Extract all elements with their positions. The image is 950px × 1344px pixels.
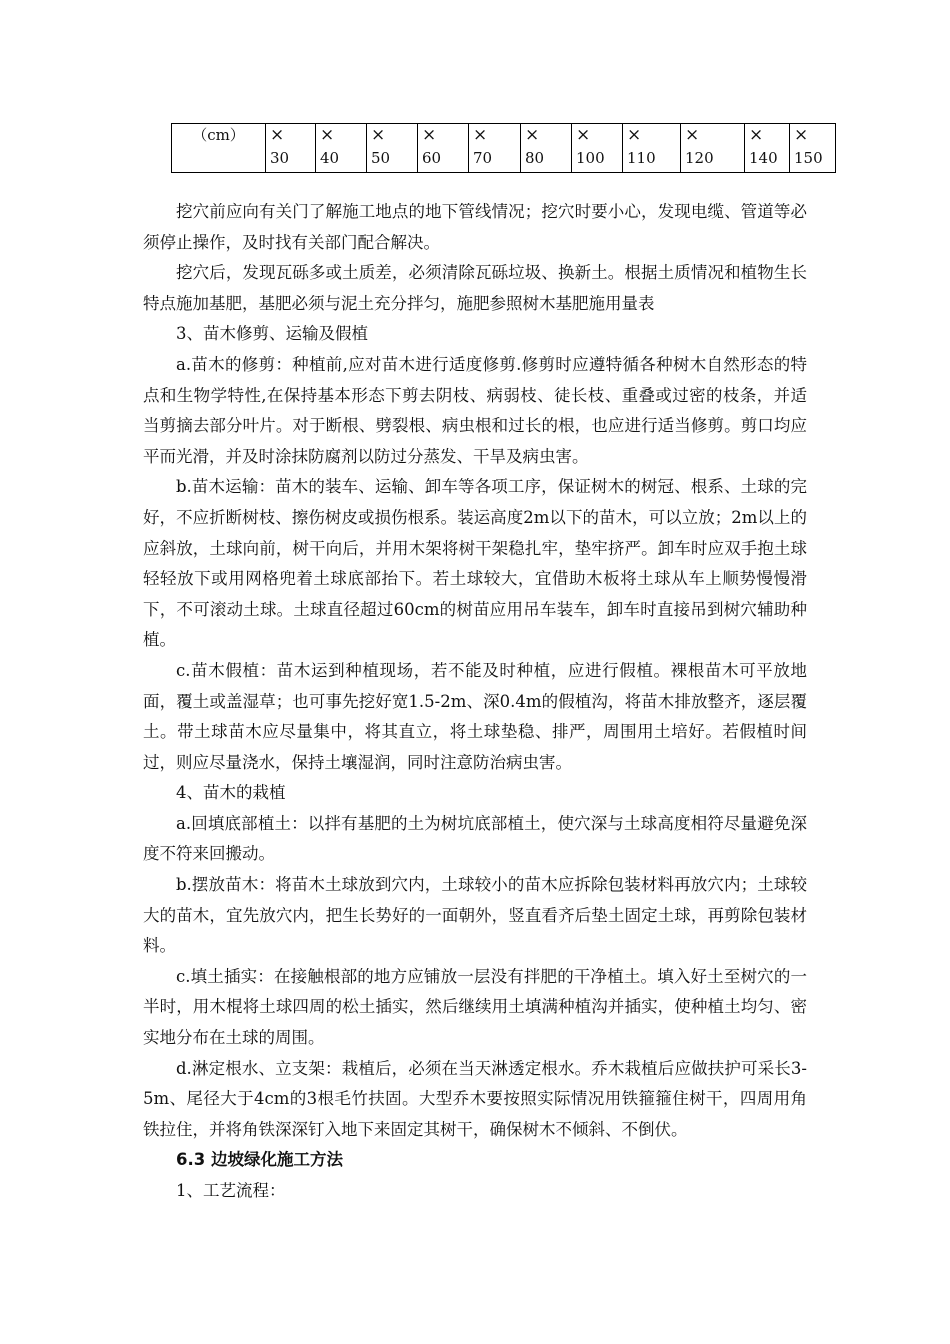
tree-size-table xyxy=(171,123,836,173)
paragraph-heeling-in: c.苗木假植：苗木运到种植现场，若不能及时种植，应进行假植。裸根苗木可平放地面，覆土或盖湿草；也可事先挖好宽1.5-2m、深0.4m的假植沟，将苗木排放整齐，逐层覆土。带土球苗木应尽量集中，将其直立，将土球垫稳、排严，周围用土培好。若假植时间过，则应尽量浇水，保持土壤湿润，同时注意防治病虫害。 xyxy=(143,660,807,772)
table-cell: × 80 xyxy=(521,124,572,173)
table-cell: × 50 xyxy=(367,124,418,173)
table-cell: × 30 xyxy=(266,124,316,173)
paragraph-transport: b.苗木运输：苗木的装车、运输、卸车等各项工序，保证树木的树冠、根系、土球的完好，不应折断树枝、擦伤树皮或损伤根系。装运高度2m以下的苗木，可以立放；2m以上的应斜放，土球向前，树干向后，并用木架将树干架稳扎牢，垫牢挤严。卸车时应双手抱土球轻轻放下或用网格兜着土球底部抬下。若土球较大，宜借助木板将土球从车上顺势慢慢滑下，不可滚动土球。土球直径超过60cm的树苗应用吊车装车，卸车时直接吊到树穴辅助种植。 xyxy=(143,477,807,650)
table-cell: × 40 xyxy=(316,124,367,173)
table-cell: × 120 xyxy=(681,124,745,173)
subheading-process-flow: 1、工艺流程： xyxy=(176,1181,286,1200)
table-row-label: （cm） xyxy=(172,124,266,173)
paragraph-placement: b.摆放苗木：将苗木土球放到穴内，土球较小的苗木应拆除包装材料再放穴内；土球较大的苗木，宜先放穴内，把生长势好的一面朝外，竖直看齐后垫土固定土球，再剪除包装材料。 xyxy=(143,875,807,956)
section-heading-slope-greening: 6.3 边坡绿化施工方法 xyxy=(176,1150,343,1170)
table-cell: × 150 xyxy=(790,124,836,173)
paragraph-soil-fertilizer: 挖穴后，发现瓦砾多或土质差，必须清除瓦砾垃圾、换新土。根据土质情况和植物生长特点施加基肥，基肥必须与泥土充分拌匀，施肥参照树木基肥施用量表 xyxy=(143,263,807,313)
subheading-planting: 4、苗木的栽植 xyxy=(176,783,286,803)
paragraph-compaction: c.填土插实：在接触根部的地方应铺放一层没有拌肥的干净植土。填入好土至树穴的一半时，用木棍将土球四周的松土插实，然后继续用土填满种植沟并插实，使种植土均匀、密实地分布在土球的周围。 xyxy=(143,966,807,1048)
paragraph-backfill: a.回填底部植土：以拌有基肥的土为树坑底部植土，使穴深与土球高度相符尽量避免深度不符来回搬动。 xyxy=(143,813,807,864)
subheading-pruning-transport: 3、苗木修剪、运输及假植 xyxy=(176,324,368,344)
body-text xyxy=(143,197,807,1207)
paragraph-pruning: a.苗木的修剪：种植前,应对苗木进行适度修剪.修剪时应遵特循各种树木自然形态的特点和生物学特性,在保持基本形态下剪去阴枝、病弱枝、徒长枝、重叠或过密的枝条，并适当剪摘去部分叶片。对于断根、劈裂根、病虫根和过长的根，也应进行适当修剪。剪口均应平而光滑，并及时涂抹防腐剂以防过分蒸发、干旱及病虫害。 xyxy=(143,354,807,466)
paragraph-excavation-notice: 挖穴前应向有关门了解施工地点的地下管线情况；挖穴时要小心，发现电缆、管道等必须停止操作，及时找有关部门配合解决。 xyxy=(143,202,807,252)
table-cell: × 110 xyxy=(623,124,681,173)
table-cell: × 140 xyxy=(745,124,790,173)
table-row xyxy=(172,124,836,173)
table-cell: × 100 xyxy=(572,124,623,173)
table-cell: × 60 xyxy=(418,124,469,173)
table-cell: × 70 xyxy=(469,124,521,173)
paragraph-watering-support: d.淋定根水、立支架：栽植后，必须在当天淋透定根水。乔木栽植后应做扶护可采长3-5m、尾径大于4cm的3根毛竹扶固。大型乔木要按照实际情况用铁箍箍住树干，四周用角铁拉住，并将角铁深深钉入地下来固定其树干，确保树木不倾斜、不倒伏。 xyxy=(143,1058,807,1139)
